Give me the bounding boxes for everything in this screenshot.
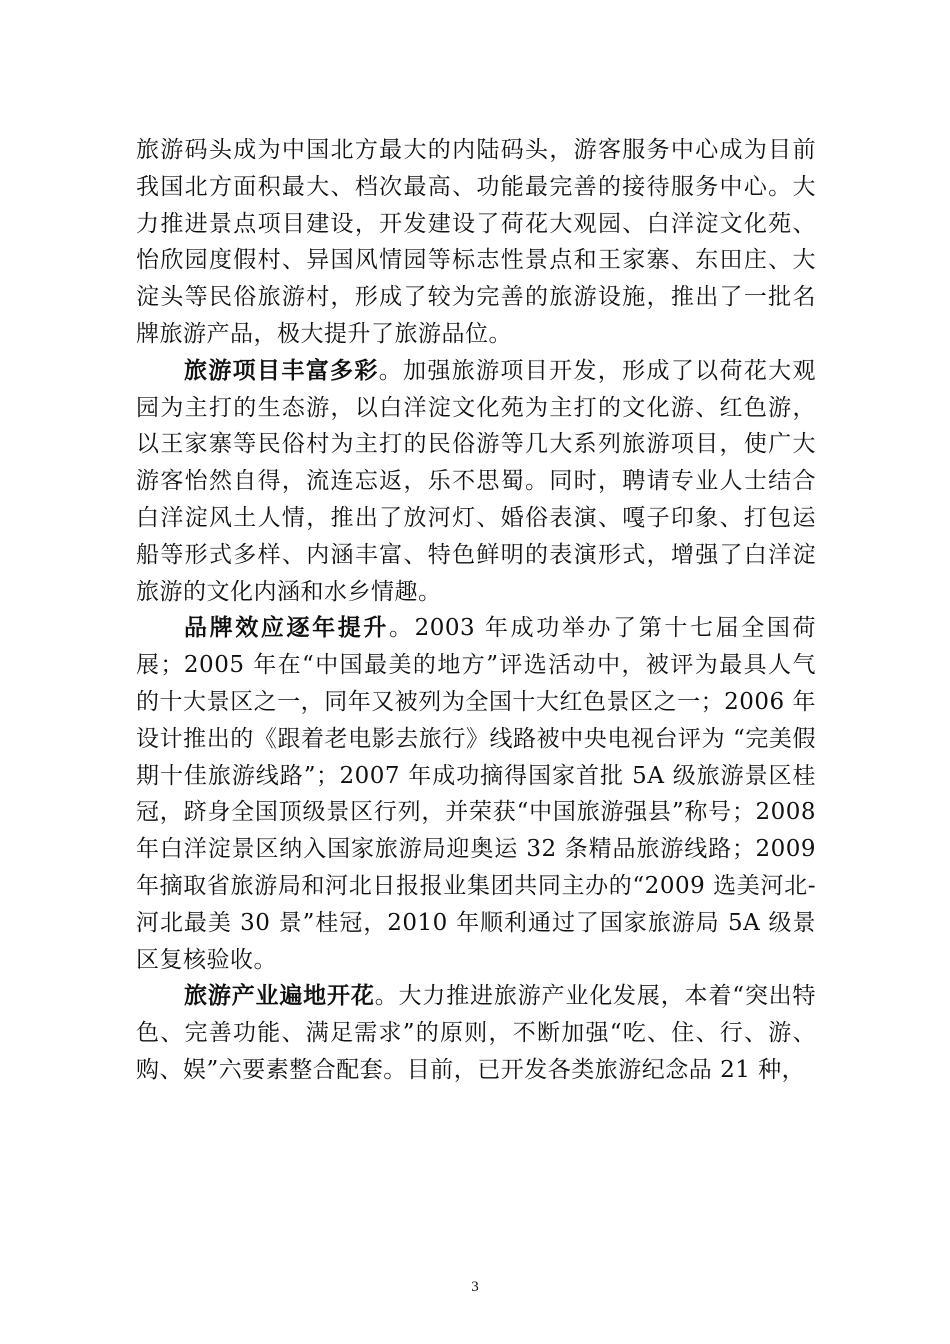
- paragraph-4: [136, 978, 816, 1088]
- document-body: [136, 132, 816, 1089]
- paragraph-3-text: 。2003 年成功举办了第十七届全国荷展；2005 年在“中国最美的地方”评选活动中，被评为最具人气的十大景区之一，同年又被列为全国十大红色景区之一；2006 年设计推出的《跟着老电影去旅行》线路被中央电视台评为 “完美假期十佳旅游线路”；2007 年成功摘得国家首批 5A 级旅游景区桂冠，跻身全国顶级景区行列，并荣获“中国旅游强县”称号；2008 年白洋淀景区纳入国家旅游局迎奥运 32 条精品旅游线路；2009 年摘取省旅游局和河北日报报业集团共同主办的“2009 选美河北-河北最美 30 景”桂冠，2010 年顺利通过了国家旅游局 5A 级景区复核验收。: [136, 615, 816, 973]
- paragraph-1: [136, 132, 816, 353]
- paragraph-2-text: 。加强旅游项目开发，形成了以荷花大观园为主打的生态游，以白洋淀文化苑为主打的文化游、红色游，以王家寨等民俗村为主打的民俗游等几大系列旅游项目，使广大游客怡然自得，流连忘返，乐不思蜀。同时，聘请专业人士结合白洋淀风土人情，推出了放河灯、婚俗表演、嘎子印象、打包运船等形式多样、内涵丰富、特色鲜明的表演形式，增强了白洋淀旅游的文化内涵和水乡情趣。: [136, 357, 817, 605]
- paragraph-4-lead: 旅游产业遍地开花: [184, 983, 375, 1010]
- paragraph-1-text: 旅游码头成为中国北方最大的内陆码头，游客服务中心成为目前我国北方面积最大、档次最高、功能最完善的接待服务中心。大力推进景点项目建设，开发建设了荷花大观园、白洋淀文化苑、怡欣园度假村、异国风情园等标志性景点和王家寨、东田庄、大淀头等民俗旅游村，形成了较为完善的旅游设施，推出了一批名牌旅游产品，极大提升了旅游品位。: [136, 137, 816, 347]
- paragraph-3-lead: 品牌效应逐年提升: [184, 615, 389, 642]
- paragraph-2-lead: 旅游项目丰富多彩: [184, 357, 379, 384]
- page-number: 3: [471, 1279, 479, 1295]
- paragraph-4-text: 。大力推进旅游产业化发展，本着“突出特色、完善功能、满足需求”的原则，不断加强“吃、住、行、游、购、娱”六要素整合配套。目前，已开发各类旅游纪念品 21 种，: [136, 983, 816, 1083]
- paragraph-3: [136, 610, 816, 978]
- paragraph-2: [136, 353, 816, 611]
